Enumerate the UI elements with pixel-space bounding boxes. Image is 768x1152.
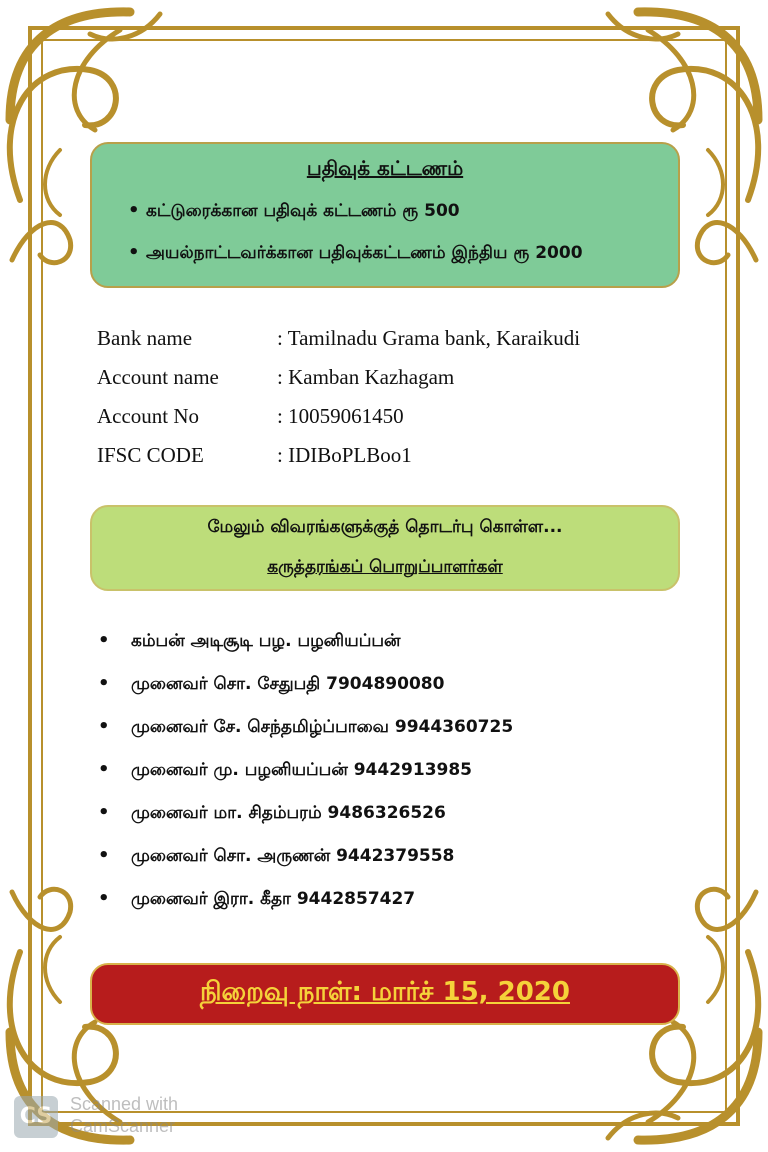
bank-value: : IDIBoPLBoo1 — [277, 443, 412, 467]
list-item — [98, 630, 401, 653]
bank-value: : 10059061450 — [277, 404, 404, 428]
person-text: கம்பன் அடிசூடி பழ. பழனியப்பன் — [131, 631, 401, 651]
person-text: முனைவர் மு. பழனியப்பன் 9442913985 — [131, 760, 473, 780]
watermark-line2: CamScanner — [70, 1116, 176, 1136]
bullet-icon: • — [98, 802, 110, 823]
registration-fee-box — [90, 142, 680, 288]
person-text: முனைவர் சொ. அருணன் 9442379558 — [131, 846, 455, 866]
person-text: முனைவர் இரா. கீதா 9442857427 — [131, 889, 416, 909]
deadline-box — [90, 963, 680, 1025]
contact-heading: மேலும் விவரங்களுக்குத் தொடர்பு கொள்ள... — [207, 517, 563, 537]
bank-label: Account No — [97, 404, 200, 428]
bullet-icon: • — [128, 200, 140, 221]
fee-item-domestic — [128, 200, 460, 223]
list-item — [98, 888, 415, 911]
bank-label: Bank name — [97, 326, 193, 350]
person-text: முனைவர் சே. செந்தமிழ்ப்பாவை 9944360725 — [131, 717, 514, 737]
list-item — [98, 716, 513, 739]
bank-value: : Tamilnadu Grama bank, Karaikudi — [277, 326, 581, 350]
camscanner-logo-icon: CS — [14, 1096, 58, 1138]
scanner-watermark — [10, 1092, 220, 1142]
fee-item-text: கட்டுரைக்கான பதிவுக் கட்டணம் ரூ 500 — [146, 201, 460, 221]
deadline-text: நிறைவு நாள்: மார்ச் 15, 2020 — [200, 977, 570, 1007]
bullet-icon: • — [98, 673, 110, 694]
bullet-icon: • — [98, 759, 110, 780]
list-item — [98, 759, 472, 782]
fee-item-text: அயல்நாட்டவர்க்கான பதிவுக்கட்டணம் இந்திய ரூ 2000 — [146, 243, 583, 263]
bullet-icon: • — [98, 845, 110, 866]
watermark-line1: Scanned with — [70, 1094, 179, 1114]
fee-title: பதிவுக் கட்டணம் — [306, 156, 464, 180]
bullet-icon: • — [98, 888, 110, 909]
fee-item-foreign — [128, 242, 583, 265]
list-item — [98, 802, 446, 825]
bullet-icon: • — [98, 716, 110, 737]
list-item — [98, 673, 444, 696]
coordinators-heading: கருத்தரங்கப் பொறுப்பாளர்கள் — [267, 557, 503, 577]
list-item — [98, 845, 454, 868]
bank-value: : Kamban Kazhagam — [277, 365, 455, 389]
bullet-icon: • — [98, 630, 110, 651]
person-text: முனைவர் மா. சிதம்பரம் 9486326526 — [131, 803, 446, 823]
bank-label: IFSC CODE — [97, 443, 204, 467]
contact-info-box — [90, 505, 680, 591]
bank-label: Account name — [97, 365, 219, 389]
person-text: முனைவர் சொ. சேதுபதி 7904890080 — [131, 674, 445, 694]
bullet-icon: • — [128, 242, 140, 263]
